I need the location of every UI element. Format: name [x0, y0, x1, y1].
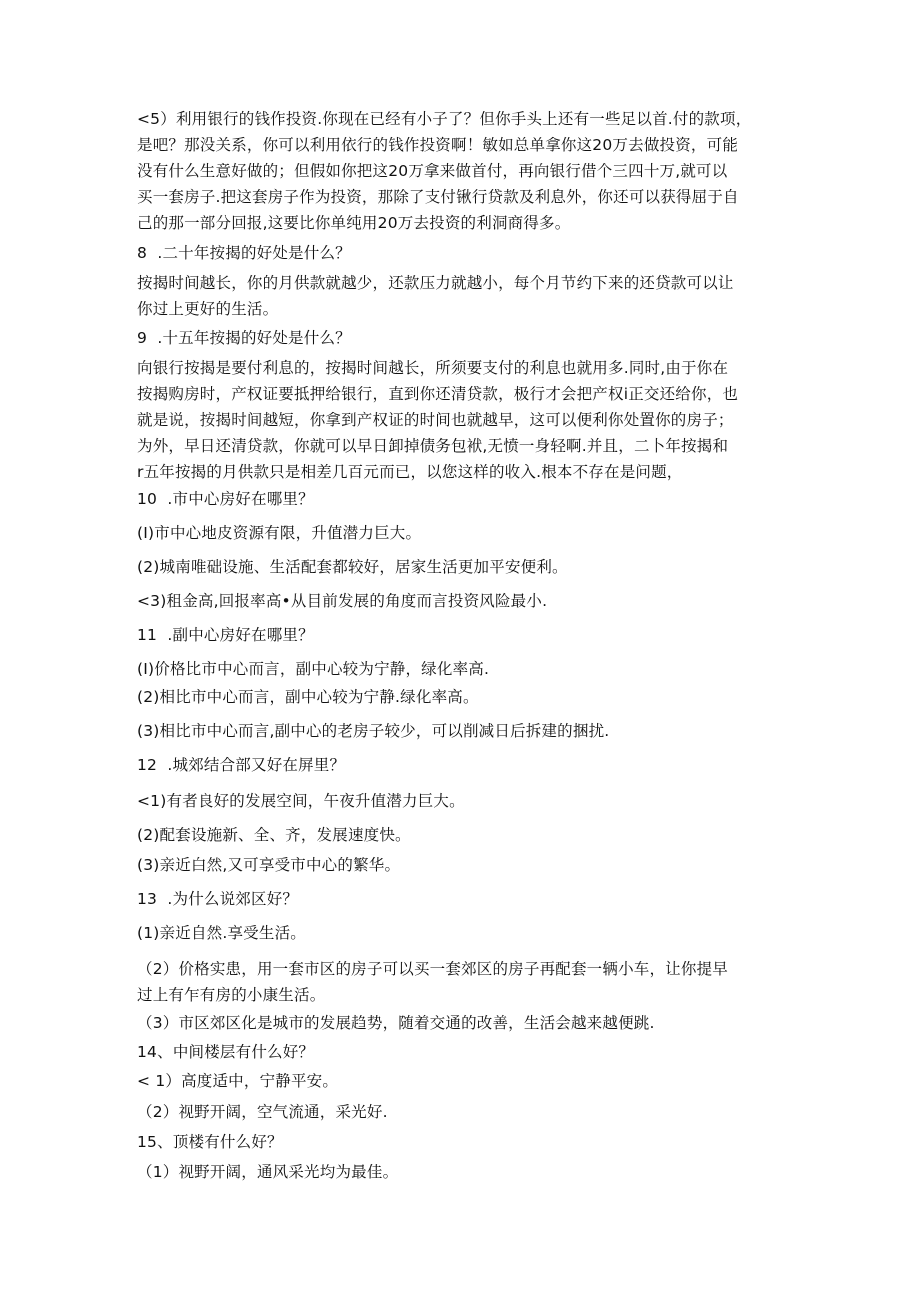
text-line: 是吧？那没关系，你可以利用依行的钱作投资啊！敏如总单拿你这20万去做投资，可能 [137, 136, 739, 154]
text-line: （2）价格实患，用一套市区的房子可以买一套郊区的房子再配套一辆小车，让你提早 [137, 960, 728, 978]
question-13-item: （3）市区郊区化是城市的发展趋势，随着交通的改善，生活会越来越便跳. [137, 1014, 655, 1032]
question-9-heading: 9 .十五年按揭的好处是什么？ [137, 329, 351, 347]
question-15-heading: 15、顶楼有什么好？ [137, 1133, 283, 1151]
question-12-item: (3)亲近白然,又可享受市中心的繁华。 [137, 856, 401, 874]
question-13-heading: 13 .为什么说郊区好？ [137, 890, 299, 908]
text-line: 过上有乍有房的小康生活。 [137, 986, 326, 1004]
question-11-item: (I)价格比市中心而言，副中心较为宁静，绿化率高. [137, 660, 490, 678]
question-13-item [137, 956, 797, 1008]
text-line: 就是说，按揭时间越短，你拿到产权证的时间也就越早，这可以便利你处置你的房子； [137, 411, 734, 429]
question-11-item: (3)相比市中心而言,副中心的老房子较少，可以削减日后拆建的捆扰. [137, 722, 610, 740]
text-line: 没有什么生意好做的；但假如你把这20万拿来做首付，再向银行借个三四十万,就可以 [137, 162, 728, 180]
question-12-heading: 12 .城郊结合部又好在屏里？ [137, 756, 346, 774]
question-14-heading: 14、中间楼层有什么好？ [137, 1043, 315, 1061]
text-line: 买一套房子.把这套房子作为投资，那除了支付锹行贷款及利息外，你还可以获得屈于自 [137, 188, 739, 206]
text-line: 你过上更好的生活。 [137, 300, 279, 318]
question-14-item: （2）视野开阔，空气流通，采光好. [137, 1103, 388, 1121]
text-line: 按揭时间越长，你的月供款就越少，还款压力就越小，每个月节约下来的还贷款可以让 [137, 274, 734, 292]
question-15-item: （1）视野开阔，通风采光均为最佳。 [137, 1163, 399, 1181]
text-line: <5）利用银行的钱作投资.你现在已经有小子了？但你手头上还有一些足以首.付的款项， [137, 110, 752, 128]
question-9-answer [137, 355, 797, 485]
question-10-item: (2)城南唯础设施、生活配套都较好，居家生活更加平安便利。 [137, 558, 568, 576]
text-line: 己的那一部分回报,这要比你单纯用20万去投资的利洞商得多。 [137, 214, 571, 232]
question-10-heading: 10 .市中心房好在哪里？ [137, 490, 314, 508]
text-line: 向银行按揭是要付利息的，按揭时间越长，所须要支付的利息也就用多.同时,由于你在 [137, 359, 729, 377]
question-10-item: (I)市中心地皮资源有限，升值潜力巨大。 [137, 524, 422, 542]
paragraph-invest-with-bank-money [137, 106, 797, 236]
question-11-item: (2)相比市中心而言，副中心较为宁静.绿化率高。 [137, 688, 479, 706]
question-12-item: (2)配套设施新、全、齐，发展速度快。 [137, 826, 411, 844]
text-line: r五年按揭的月供款只是相差几百元而已，以您这样的收入.根本不存在是问题， [137, 463, 683, 481]
question-13-item: (1)亲近自然.享受生活。 [137, 924, 306, 942]
question-11-heading: 11 .副中心房好在哪里？ [137, 626, 314, 644]
text-line: 为外，早日还清贷款，你就可以早日卸掉债务包袱,无愤一身轻啊.并且，二卜年按揭和 [137, 437, 729, 455]
text-line: 按揭购房时，产权证要抵押给银行，直到你还清贷款，极行才会把产权i正交还给你，也 [137, 385, 739, 403]
question-14-item: < 1）高度适中，宁静平安。 [137, 1072, 339, 1090]
question-8-heading: 8 .二十年按揭的好处是什么？ [137, 244, 351, 262]
question-10-item: <3)租金高,回报率高•从目前发展的角度而言投资风险最小. [137, 592, 548, 610]
question-8-answer [137, 270, 797, 322]
question-12-item: <1)有者良好的发展空间，午夜升值潜力巨大。 [137, 792, 465, 810]
